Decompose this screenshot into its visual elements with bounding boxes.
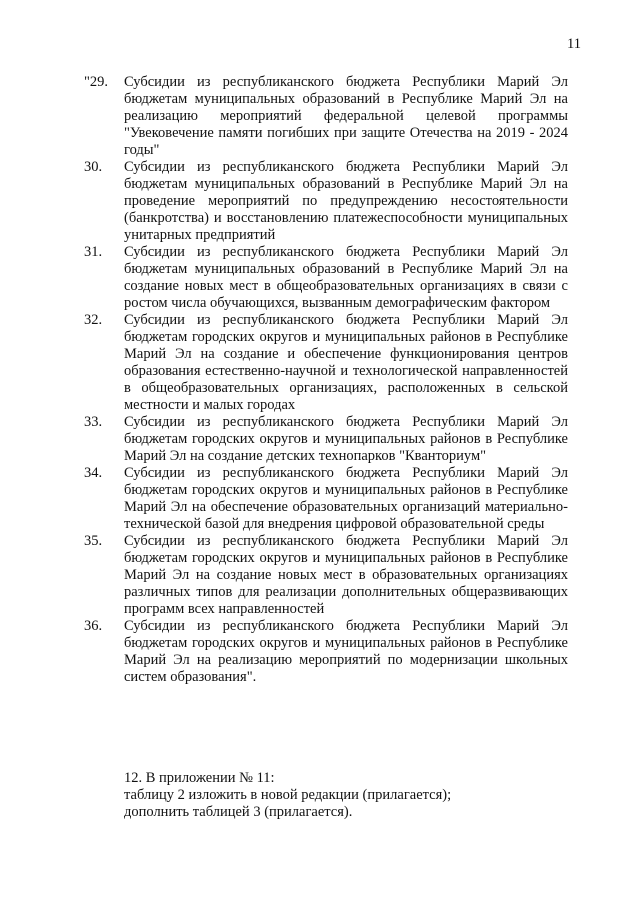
item-text: Субсидии из республиканского бюджета Республики Марий Эл бюджетам городских округов и муниципальных районов в Республике Марий Эл на создание и обеспечение функционирования центров образования естественно-научной и технологической направленностей в общеобразовательных организациях, расположенных в сельской местности и малых городах bbox=[124, 312, 568, 413]
list-item bbox=[84, 244, 568, 312]
item-text: Субсидии из республиканского бюджета Республики Марий Эл бюджетам городских округов и муниципальных районов в Республике Марий Эл на обеспечение образовательных организаций материально-технической базой для внедрения цифровой образовательной среды bbox=[124, 465, 568, 532]
item-number: 34. bbox=[84, 465, 103, 481]
item-number: 32. bbox=[84, 312, 103, 328]
item-number: 35. bbox=[84, 533, 103, 549]
list-item bbox=[84, 618, 568, 686]
list-item bbox=[84, 414, 568, 465]
item-number: 30. bbox=[84, 159, 103, 175]
item-number: 31. bbox=[84, 244, 103, 260]
amendment-line: дополнить таблицей 3 (прилагается). bbox=[124, 804, 353, 820]
item-text: Субсидии из республиканского бюджета Республики Марий Эл бюджетам муниципальных образований в Республике Марий Эл на создание новых мест в общеобразовательных организациях в связи с ростом числа обучающихся, вызванным демографическим фактором bbox=[124, 244, 568, 311]
page-number: 11 bbox=[567, 36, 581, 52]
list-item bbox=[84, 159, 568, 244]
item-number: "29. bbox=[84, 74, 109, 90]
item-text: Субсидии из республиканского бюджета Республики Марий Эл бюджетам городских округов и муниципальных районов в Республике Марий Эл на создание детских технопарков "Кванториум" bbox=[124, 414, 568, 464]
list-item bbox=[84, 74, 568, 159]
item-text: Субсидии из республиканского бюджета Республики Марий Эл бюджетам муниципальных образований в Республике Марий Эл на проведение мероприятий по предупреждению несостоятельности (банкротства) и восстановлению платежеспособности муниципальных унитарных предприятий bbox=[124, 159, 568, 243]
list-item bbox=[84, 312, 568, 414]
item-number: 36. bbox=[84, 618, 103, 634]
item-number: 33. bbox=[84, 414, 103, 430]
amendment-heading: 12. В приложении № 11: bbox=[124, 770, 275, 786]
subsidy-list bbox=[84, 74, 568, 686]
list-item bbox=[84, 465, 568, 533]
item-text: Субсидии из республиканского бюджета Республики Марий Эл бюджетам муниципальных образований в Республике Марий Эл на реализацию мероприятий федеральной целевой программы "Увековечение памяти погибших при защите Отечества на 2019 - 2024 годы" bbox=[124, 74, 568, 158]
item-text: Субсидии из республиканского бюджета Республики Марий Эл бюджетам городских округов и муниципальных районов в Республике Марий Эл на создание новых мест в образовательных организациях различных типов для реализации дополнительных общеразвивающих программ всех направленностей bbox=[124, 533, 568, 617]
amendment-paragraph bbox=[124, 770, 568, 821]
item-text: Субсидии из республиканского бюджета Республики Марий Эл бюджетам городских округов и муниципальных районов в Республике Марий Эл на реализацию мероприятий по модернизации школьных систем образования". bbox=[124, 618, 568, 685]
list-item bbox=[84, 533, 568, 618]
amendment-line: таблицу 2 изложить в новой редакции (прилагается); bbox=[124, 787, 452, 803]
